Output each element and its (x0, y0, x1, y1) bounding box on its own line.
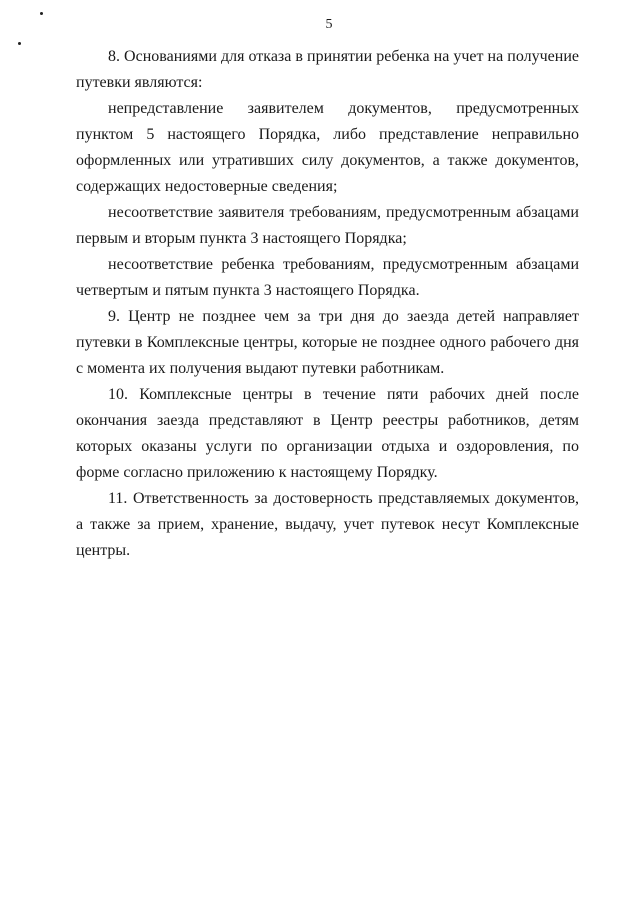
paragraph-8-item-2: несоответствие заявителя требованиям, предусмотренным абзацами первым и вторым пункта 3 настоящего Порядка; (76, 204, 579, 247)
paragraph-8-item-3: несоответствие ребенка требованиям, предусмотренным абзацами четвертым и пятым пункта 3 настоящего Порядка. (76, 256, 579, 299)
paragraph-9: 9. Центр не позднее чем за три дня до заезда детей направляет путевки в Комплексные центры, которые не позднее одного рабочего дня с момента их получения выдают путевки работникам. (76, 308, 579, 377)
page-number: 5 (325, 17, 333, 32)
document-body (76, 44, 579, 564)
paragraph-8: 8. Основаниями для отказа в принятии ребенка на учет на получение путевки являются: (76, 48, 579, 91)
scan-speck (40, 12, 43, 15)
paragraph-11: 11. Ответственность за достоверность представляемых документов, а также за прием, хранение, выдачу, учет путевок несут Комплексные центры. (76, 490, 579, 559)
paragraph-10: 10. Комплексные центры в течение пяти рабочих дней после окончания заезда представляют в Центр реестры работников, детям которых оказаны услуги по организации отдыха и оздоровления, по форме согласно приложению к настоящему Порядку. (76, 386, 579, 481)
scan-speck (18, 42, 21, 45)
paragraph-8-item-1: непредставление заявителем документов, предусмотренных пунктом 5 настоящего Порядка, либо представление неправильно оформленных или утративших силу документов, а также документов, содержащих недостоверные сведения; (76, 100, 579, 195)
